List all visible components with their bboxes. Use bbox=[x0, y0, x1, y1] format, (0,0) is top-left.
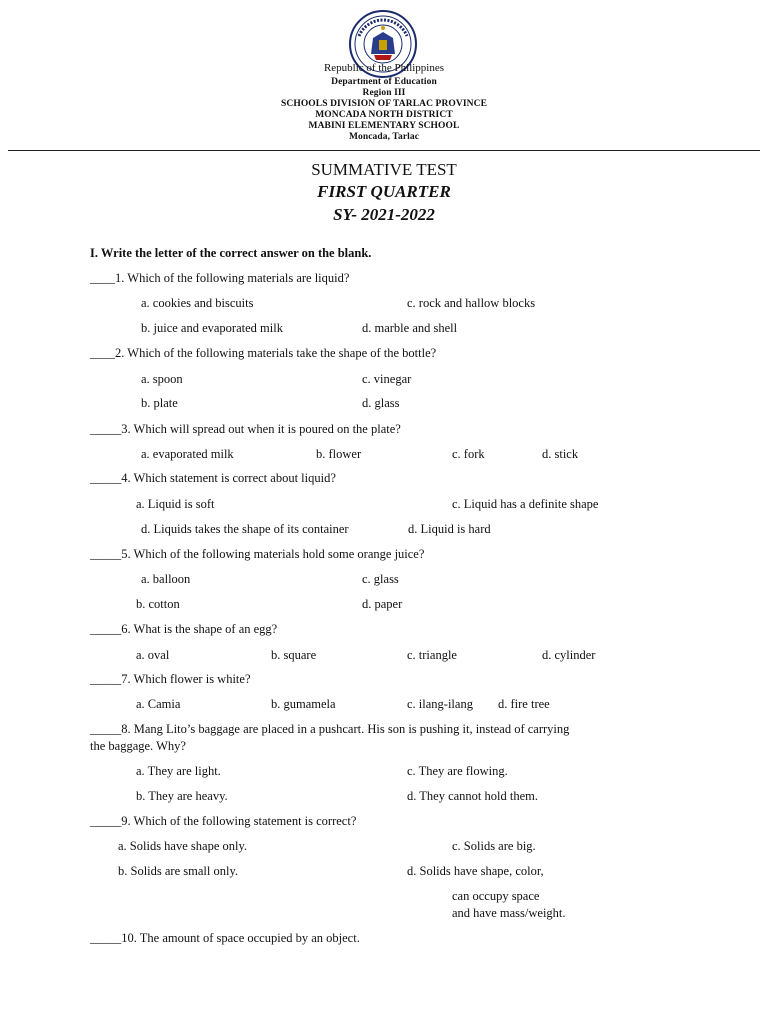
question-1-stem: ____1. Which of the following materials are liquid? bbox=[90, 271, 350, 285]
question-8-stem-continued: the baggage. Why? bbox=[90, 739, 186, 753]
question-7-choice-d: d. fire tree bbox=[498, 697, 550, 711]
question-9-choice-d-continued-1: can occupy space bbox=[452, 889, 540, 903]
header-divider bbox=[8, 150, 760, 151]
question-3-choice-b: b. flower bbox=[316, 447, 362, 461]
question-3-choice-a: a. evaporated milk bbox=[141, 447, 234, 461]
question-9-choice-b: b. Solids are small only. bbox=[118, 864, 239, 878]
question-1-choice-c: c. rock and hallow blocks bbox=[407, 296, 536, 310]
question-9-choice-a: a. Solids have shape only. bbox=[118, 839, 248, 853]
question-6-choice-b: b. square bbox=[271, 648, 317, 662]
question-7-stem: _____7. Which flower is white? bbox=[90, 672, 251, 686]
question-1-choice-a: a. cookies and biscuits bbox=[141, 296, 254, 310]
question-5-choice-d: d. paper bbox=[362, 597, 403, 611]
header-department: Department of Education bbox=[331, 77, 437, 87]
question-2-choice-b: b. plate bbox=[141, 396, 178, 410]
question-4-choice-c: c. Liquid has a definite shape bbox=[452, 497, 599, 511]
question-7-choice-c: c. ilang-ilang bbox=[407, 697, 473, 711]
question-4-choice-d1: d. Liquids takes the shape of its container bbox=[141, 522, 349, 536]
question-2-stem: ____2. Which of the following materials take the shape of the bottle? bbox=[90, 346, 437, 360]
question-4-choice-d2: d. Liquid is hard bbox=[408, 522, 491, 536]
question-1-choice-b: b. juice and evaporated milk bbox=[141, 321, 283, 335]
test-title: SUMMATIVE TEST bbox=[311, 160, 457, 179]
question-8-choice-a: a. They are light. bbox=[136, 764, 221, 778]
question-2-choice-d: d. glass bbox=[362, 396, 400, 410]
header-republic: Republic of the Philippines bbox=[323, 62, 445, 74]
question-9-stem: _____9. Which of the following statement is correct? bbox=[90, 814, 357, 828]
question-9-choice-c: c. Solids are big. bbox=[452, 839, 536, 853]
quarter-title: FIRST QUARTER bbox=[317, 182, 451, 201]
question-7-choice-a: a. Camia bbox=[136, 697, 181, 711]
question-8-choice-d: d. They cannot hold them. bbox=[407, 789, 538, 803]
question-6-choice-c: c. triangle bbox=[407, 648, 457, 662]
question-6-stem: _____6. What is the shape of an egg? bbox=[90, 622, 278, 636]
question-6-choice-d: d. cylinder bbox=[542, 648, 596, 662]
question-2-choice-c: c. vinegar bbox=[362, 372, 412, 386]
header-district: MONCADA NORTH DISTRICT bbox=[315, 110, 453, 120]
instruction-text: I. Write the letter of the correct answer on the blank. bbox=[90, 246, 372, 260]
question-6-choice-a: a. oval bbox=[136, 648, 170, 662]
question-9-choice-d-continued-2: and have mass/weight. bbox=[452, 906, 566, 920]
header-school: MABINI ELEMENTARY SCHOOL bbox=[308, 121, 460, 131]
question-5-choice-c: c. glass bbox=[362, 572, 399, 586]
question-8-stem: _____8. Mang Lito’s baggage are placed in a pushcart. His son is pushing it, instead of carrying bbox=[90, 722, 570, 736]
question-4-stem: _____4. Which statement is correct about liquid? bbox=[90, 471, 336, 485]
question-5-stem: _____5. Which of the following materials hold some orange juice? bbox=[90, 547, 425, 561]
question-3-choice-d: d. stick bbox=[542, 447, 579, 461]
header-location: Moncada, Tarlac bbox=[348, 132, 420, 142]
header-region: Region III bbox=[362, 88, 406, 98]
school-year-title: SY- 2021-2022 bbox=[333, 205, 435, 224]
question-1-choice-d: d. marble and shell bbox=[362, 321, 458, 335]
question-3-choice-c: c. fork bbox=[452, 447, 485, 461]
header-division: SCHOOLS DIVISION OF TARLAC PROVINCE bbox=[280, 99, 488, 109]
question-3-stem: _____3. Which will spread out when it is poured on the plate? bbox=[90, 422, 401, 436]
question-9-choice-d: d. Solids have shape, color, bbox=[407, 864, 544, 878]
question-8-choice-b: b. They are heavy. bbox=[136, 789, 228, 803]
question-7-choice-b: b. gumamela bbox=[271, 697, 336, 711]
question-4-choice-a: a. Liquid is soft bbox=[136, 497, 215, 511]
question-2-choice-a: a. spoon bbox=[141, 372, 183, 386]
question-5-choice-a: a. balloon bbox=[141, 572, 191, 586]
question-5-choice-b: b. cotton bbox=[136, 597, 180, 611]
question-10-stem: _____10. The amount of space occupied by an object. bbox=[90, 931, 360, 945]
question-8-choice-c: c. They are flowing. bbox=[407, 764, 508, 778]
